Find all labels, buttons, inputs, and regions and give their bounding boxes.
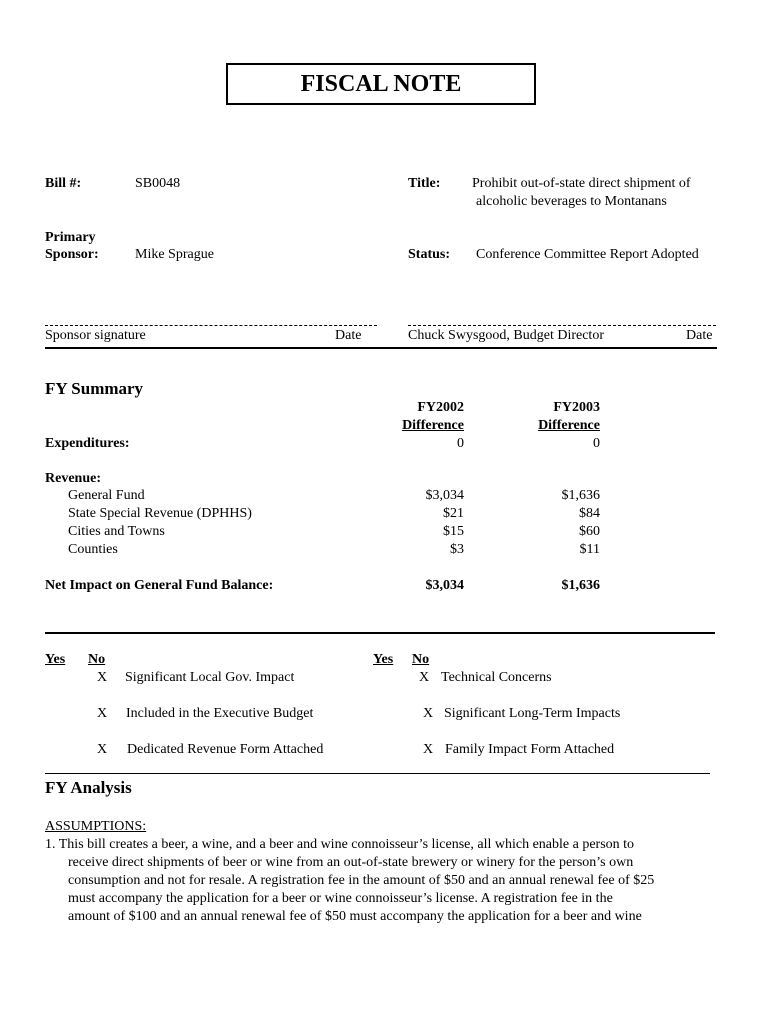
fy2002-header: FY2002 xyxy=(417,400,464,415)
left-yes-header: Yes xyxy=(45,652,66,667)
net-impact-label: Net Impact on General Fund Balance: xyxy=(45,578,274,593)
fy2002-difference-header: Difference xyxy=(402,418,464,433)
check-mark: X xyxy=(97,706,108,721)
assumption-line: 1. This bill creates a beer, a wine, and a beer and wine connoisseur’s license, all which enable a person to xyxy=(45,837,635,852)
director-signature-line xyxy=(408,325,716,326)
assumption-line: amount of $100 and an annual renewal fee of $50 must accompany the application for a beer and wine xyxy=(68,909,642,924)
revenue-row-fy2002: $15 xyxy=(443,524,464,539)
summary-divider xyxy=(45,632,715,634)
revenue-label: Revenue: xyxy=(45,471,101,486)
director-date-label: Date xyxy=(686,328,713,343)
sponsor-signature-line xyxy=(45,325,377,326)
check-mark: X xyxy=(423,742,434,757)
fiscal-note-title: FISCAL NOTE xyxy=(226,63,536,105)
assumption-line: receive direct shipments of beer or wine from an out-of-state brewery or winery for the person’s own xyxy=(68,855,634,870)
revenue-row-fy2002: $21 xyxy=(443,506,464,521)
fy2003-header: FY2003 xyxy=(553,400,600,415)
signature-divider xyxy=(45,347,717,349)
assumptions-label: ASSUMPTIONS: xyxy=(45,819,147,834)
bill-title-label: Title: xyxy=(408,176,441,191)
director-signature-label: Chuck Swysgood, Budget Director xyxy=(408,328,604,343)
revenue-row-fy2003: $1,636 xyxy=(561,488,600,503)
revenue-row-label: Counties xyxy=(68,542,118,557)
check-mark: X xyxy=(419,670,430,685)
status-label: Status: xyxy=(408,247,451,262)
assumption-line: consumption and not for resale. A registration fee in the amount of $50 and an annual renewal fee of $25 xyxy=(68,873,655,888)
check-mark: X xyxy=(423,706,434,721)
bill-number-value: SB0048 xyxy=(135,176,181,191)
checklist-divider xyxy=(45,773,710,774)
revenue-row-label: General Fund xyxy=(68,488,145,503)
left-no-header: No xyxy=(88,652,106,667)
revenue-row-label: Cities and Towns xyxy=(68,524,165,539)
net-impact-fy2003: $1,636 xyxy=(561,578,600,593)
sponsor-label-line-2: Sponsor: xyxy=(45,247,99,262)
status-value: Conference Committee Report Adopted xyxy=(476,247,699,262)
revenue-row-fy2003: $84 xyxy=(579,506,600,521)
check-label: Technical Concerns xyxy=(441,670,552,685)
net-impact-fy2002: $3,034 xyxy=(425,578,464,593)
check-mark: X xyxy=(97,742,108,757)
check-label: Included in the Executive Budget xyxy=(126,706,314,721)
sponsor-signature-label: Sponsor signature xyxy=(45,328,146,343)
bill-number-label: Bill #: xyxy=(45,176,82,191)
revenue-row-fy2002: $3 xyxy=(450,542,464,557)
check-label: Dedicated Revenue Form Attached xyxy=(127,742,324,757)
revenue-row-label: State Special Revenue (DPHHS) xyxy=(68,506,252,521)
expenditures-fy2003: 0 xyxy=(593,436,600,451)
check-label: Significant Long-Term Impacts xyxy=(444,706,621,721)
revenue-row-fy2002: $3,034 xyxy=(425,488,464,503)
fy2003-difference-header: Difference xyxy=(538,418,600,433)
sponsor-date-label: Date xyxy=(335,328,362,343)
assumption-line: must accompany the application for a beer or wine connoisseur’s license. A registration fee in the xyxy=(68,891,613,906)
fy-summary-title: FY Summary xyxy=(45,379,144,398)
expenditures-label: Expenditures: xyxy=(45,436,130,451)
check-label: Family Impact Form Attached xyxy=(445,742,615,757)
sponsor-value: Mike Sprague xyxy=(135,247,214,262)
revenue-row-fy2003: $11 xyxy=(579,542,600,557)
check-mark: X xyxy=(97,670,108,685)
revenue-row-fy2003: $60 xyxy=(579,524,600,539)
bill-title-line-1: Prohibit out-of-state direct shipment of xyxy=(472,176,691,191)
sponsor-label-line-1: Primary xyxy=(45,230,96,245)
right-yes-header: Yes xyxy=(373,652,394,667)
check-label: Significant Local Gov. Impact xyxy=(125,670,295,685)
fy-analysis-title: FY Analysis xyxy=(45,778,132,797)
right-no-header: No xyxy=(412,652,430,667)
bill-title-line-2: alcoholic beverages to Montanans xyxy=(476,194,667,209)
expenditures-fy2002: 0 xyxy=(457,436,464,451)
